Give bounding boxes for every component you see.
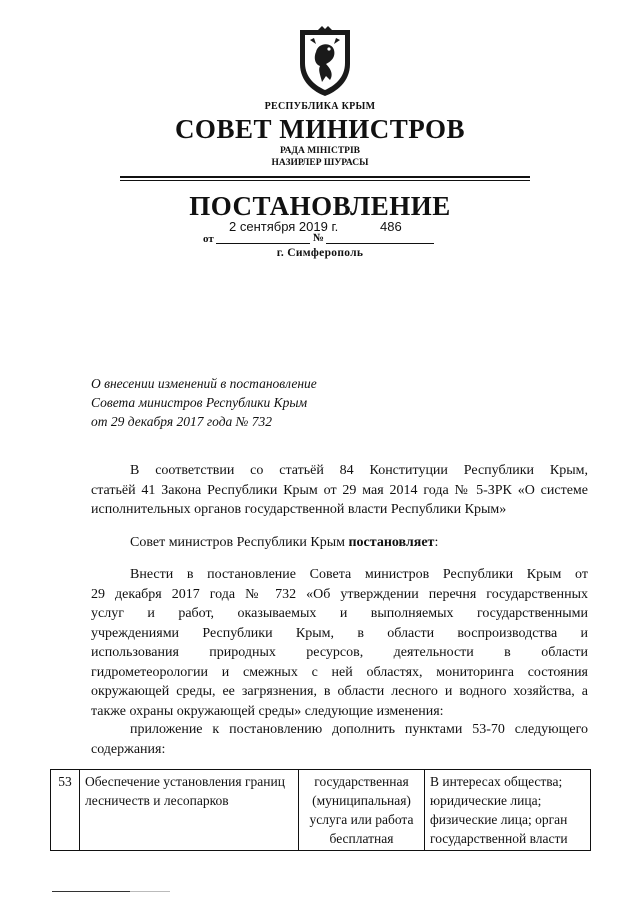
- date-underline: [216, 243, 310, 244]
- services-table: [50, 769, 591, 851]
- paragraph-line: услуг и работ, оказываемых и выполняемых государственными: [91, 606, 588, 621]
- number-label: №: [313, 232, 325, 244]
- paragraph-line: окружающей среды, ее загрязнения, в области лесного и водного хозяйства, а: [91, 684, 588, 699]
- recipients-cell: В интересах общества; юридические лица; физические лица; орган государственной власти: [425, 770, 591, 851]
- header-divider-thick: [120, 176, 530, 178]
- preamble-paragraph: [91, 461, 588, 520]
- paragraph-line: использования природных ресурсов, деятельности в области: [91, 645, 588, 660]
- resolution-paragraph: [130, 533, 550, 553]
- document-type: ПОСТАНОВЛЕНИЕ: [189, 191, 451, 221]
- title-line: от 29 декабря 2017 года № 732: [91, 414, 272, 429]
- table-row: [51, 770, 591, 851]
- document-title: [91, 374, 317, 431]
- republic-name: РЕСПУБЛИКА КРЫМ: [264, 101, 376, 112]
- council-name-ukrainian: РАДА МІНІСТРІВ: [279, 146, 360, 156]
- service-name-cell: Обеспечение установления границ лесничеств и лесопарков: [80, 770, 299, 851]
- council-name-crimean-tatar: НАЗИРЛЕР ШУРАСЫ: [271, 158, 369, 168]
- title-line: Совета министров Республики Крым: [91, 395, 308, 410]
- amendment-paragraph: [91, 565, 588, 721]
- footer-rule-faint: [130, 891, 170, 892]
- council-name: СОВЕТ МИНИСТРОВ: [174, 114, 466, 144]
- document-date: 2 сентября 2019 г.: [229, 219, 339, 234]
- paragraph-line: 29 декабря 2017 года № 732 «Об утверждении перечня государственных: [91, 586, 588, 602]
- paragraph-line: исполнительных органов государственной власти Республики Крым»: [91, 502, 507, 517]
- service-type-cell: государственная (муниципальная) услуга или работа бесплатная: [299, 770, 425, 851]
- paragraph-line: Внести в постановление Совета министров Республики Крым от: [130, 567, 588, 582]
- paragraph-line: учреждениями Республики Крым, в области воспроизводства и: [91, 625, 588, 641]
- header-divider-thin: [120, 180, 530, 181]
- appendix-paragraph: [91, 720, 588, 759]
- document-number: 486: [380, 219, 402, 234]
- council-name-translations: [0, 145, 640, 169]
- paragraph-line: приложение к постановлению дополнить пунктами 53-70 следующего: [130, 722, 588, 737]
- document-city: г. Симферополь: [276, 247, 364, 259]
- paragraph-line: статьёй 41 Закона Республики Крым от 29 мая 2014 года № 5-ЗРК «О системе: [91, 482, 588, 498]
- resolution-keyword: постановляет: [348, 535, 435, 550]
- coat-of-arms-emblem: [296, 26, 354, 98]
- title-line: О внесении изменений в постановление: [91, 376, 317, 391]
- paragraph-line: содержания:: [91, 741, 166, 757]
- number-underline: [326, 243, 434, 244]
- resolution-text: Совет министров Республики Крым: [130, 535, 349, 550]
- paragraph-line: гидрометеорологии и смежных с ней областях, мониторинга состояния: [91, 664, 588, 680]
- footer-rule: [52, 891, 130, 892]
- paragraph-line: В соответствии со статьёй 84 Конституции Республики Крым,: [130, 463, 588, 478]
- date-label: от: [203, 233, 214, 245]
- paragraph-line: также охраны окружающей среды» следующие изменения:: [91, 703, 444, 719]
- row-number-cell: 53: [51, 770, 80, 851]
- resolution-colon: :: [434, 535, 439, 550]
